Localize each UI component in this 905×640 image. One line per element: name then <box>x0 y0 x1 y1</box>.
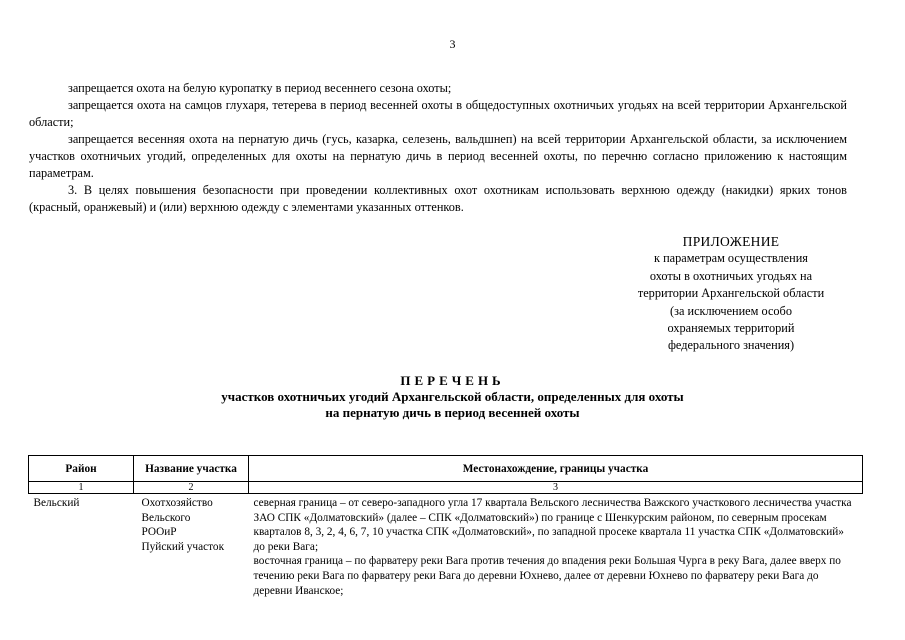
hunting-sites-table <box>28 455 863 598</box>
appendix-block <box>600 233 862 355</box>
paragraph: запрещается охота на самцов глухаря, тетерева в период весенней охоты в общедоступных охотничьих угодьях на всей территории Архангельской области; <box>29 98 847 129</box>
appendix-line: территории Архангельской области <box>637 286 825 301</box>
list-subtitle-line: на пернатую дичь в период весенней охоты <box>325 405 580 420</box>
column-header-site-name: Название участка <box>134 456 249 482</box>
boundary-text: северная граница – от северо-западного угла 17 квартала Вельского лесничества Важского участкового лесничества участка ЗАО СПК «Долматовский» (далее – СПК «Долматовский») по границе с Шенкурским районом, по северным просекам кварталов 8, 3, 2, 4, 6, 7, 10 участка СПК «Долматовский», по западной просеке квартала 11 участка СПК «Долматовский» до реки Вага; <box>253 497 852 553</box>
table-header-row <box>29 456 863 482</box>
paragraph: запрещается охота на белую куропатку в период весеннего сезона охоты; <box>68 81 452 95</box>
site-name-line: Пуйский участок <box>141 540 225 553</box>
page-number: 3 <box>449 37 456 51</box>
paragraph: запрещается весенняя охота на пернатую дичь (гусь, казарка, селезень, вальдшнеп) на всей территории Архангельской области, за исключением участков охотничьих угодий, определенных для охоты на пернатую дичь в период весенней охоты, по перечню согласно приложению к настоящим параметрам. <box>29 132 847 180</box>
appendix-line: охоты в охотничьих угодьях на <box>649 268 813 283</box>
column-number-row <box>29 482 863 494</box>
list-heading: ПЕРЕЧЕНЬ <box>400 373 505 388</box>
list-subtitle-line: участков охотничьих угодий Архангельской области, определенных для охоты <box>221 389 684 404</box>
column-number: 3 <box>249 482 863 494</box>
table-row <box>29 494 863 599</box>
location-cell <box>249 494 863 599</box>
column-header-district: Район <box>29 456 134 482</box>
appendix-line: федерального значения) <box>667 338 795 353</box>
list-title <box>0 372 905 421</box>
column-number: 1 <box>29 482 134 494</box>
appendix-heading: ПРИЛОЖЕНИЕ <box>682 234 780 249</box>
site-name-cell <box>134 494 249 599</box>
appendix-line: охраняемых территорий <box>667 321 795 336</box>
column-number: 2 <box>134 482 249 494</box>
body-text <box>29 80 847 216</box>
appendix-line: к параметрам осуществления <box>654 251 808 266</box>
site-name-line: РООиР <box>141 526 177 539</box>
site-name-line: Вельского <box>141 511 191 524</box>
paragraph: 3. В целях повышения безопасности при проведении коллективных охот охотникам использовать верхнюю одежду (накидки) ярких тонов (красный, оранжевый) и (или) верхнюю одежду с элементами указанных оттенков. <box>29 183 847 214</box>
boundary-text: восточная граница – по фарватеру реки Вага против течения до впадения реки Большая Чурга в реку Вага, далее вверх по течению реки Вага по фарватеру реки Вага до деревни Юхнево, далее от деревни Юхнево по фарватеру реки Вага до деревни Иванское; <box>253 555 841 597</box>
site-name-line: Охотхозяйство <box>141 497 213 509</box>
district-cell: Вельский <box>33 497 80 509</box>
column-header-location: Местонахождение, границы участка <box>249 456 863 482</box>
appendix-line: (за исключением особо <box>670 303 792 318</box>
